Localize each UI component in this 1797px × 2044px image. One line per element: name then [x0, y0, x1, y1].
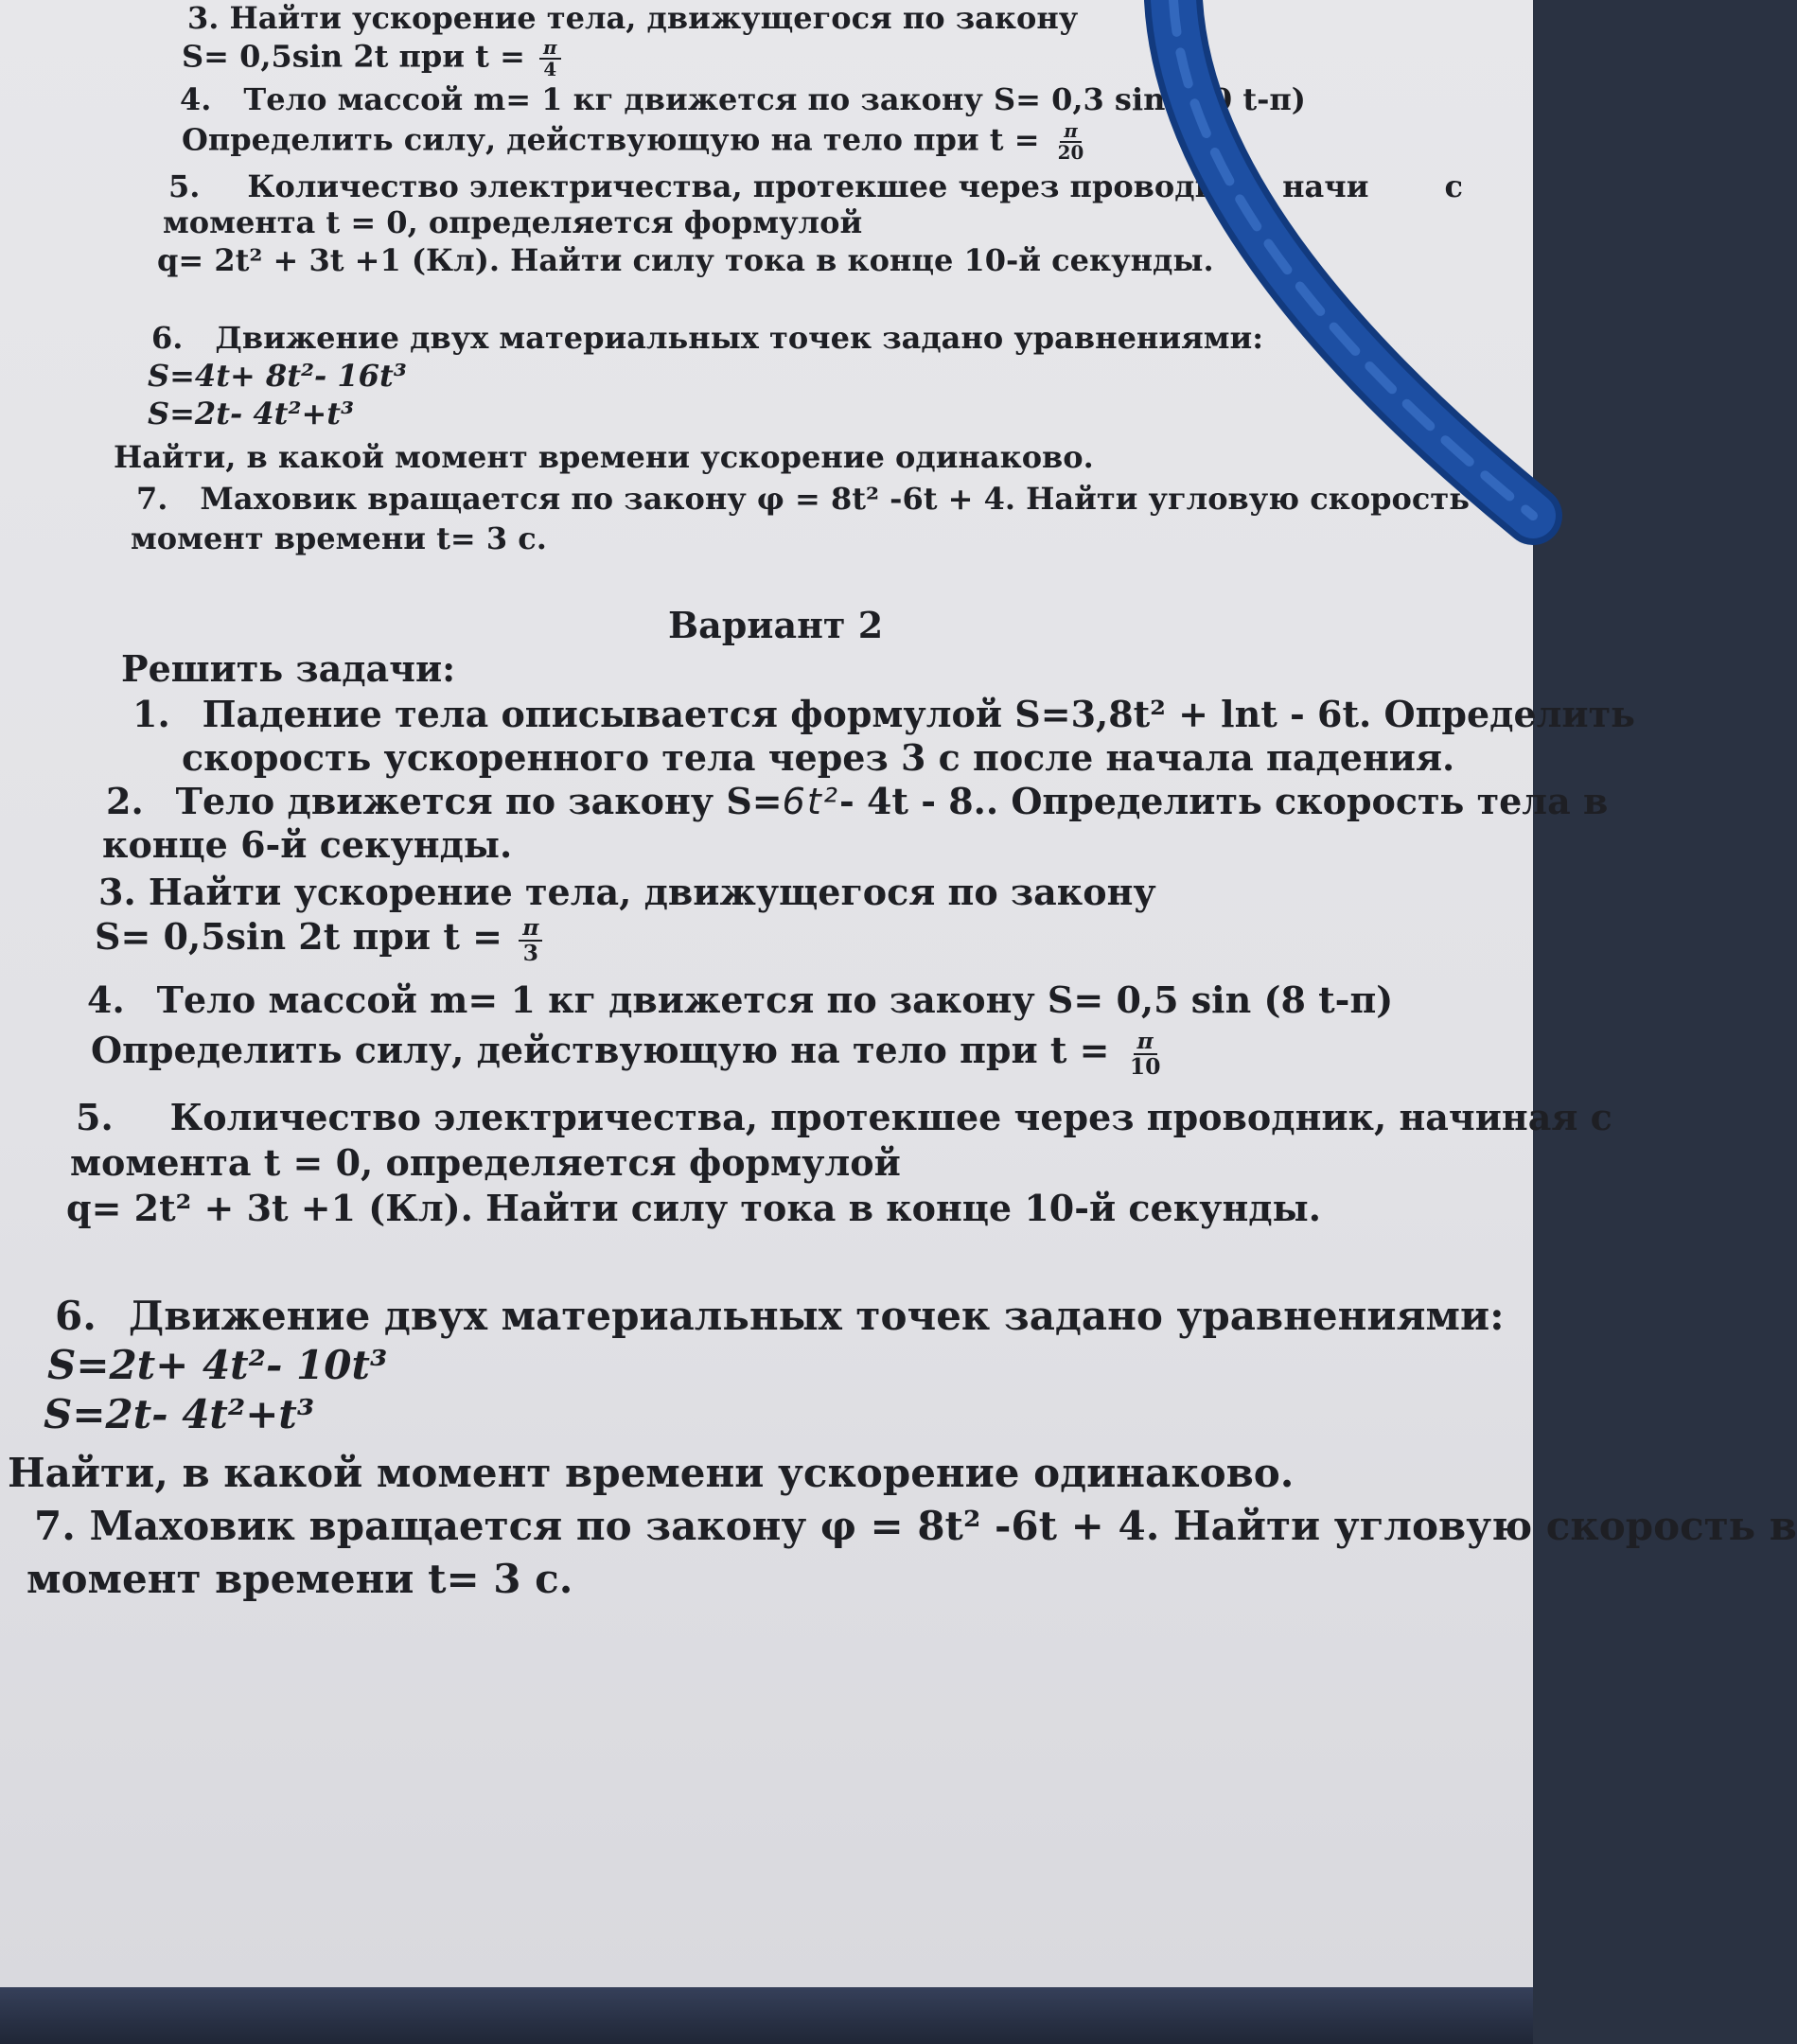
v2-task3-line1: 3. Найти ускорение тела, движущегося по закону [98, 871, 1156, 913]
v2-task6-eq2: S=2t- 4t²+t³ [44, 1391, 315, 1437]
v2-task4-line2: Определить силу, действующую на тело при t = $\frac{\pi}{10}$ [91, 1030, 1165, 1078]
v2-task3-fraction: $\frac{\pi}{3}$ [519, 916, 542, 964]
v1-task7-line2: момент времени t= 3 с. [131, 520, 547, 556]
v1-task3-line1: 3. Найти ускорение тела, движущегося по закону [187, 0, 1079, 36]
v2-task6-question: Найти, в какой момент времени ускорение одинаково. [8, 1450, 1295, 1496]
v1-task3-line2 [182, 38, 561, 79]
v2-task4-line1: 4. Тело массой m= 1 кг движется по закону S= 0,5 sin (8 t-π) [87, 978, 1394, 1021]
v1-task4-line2: Определить силу, действующую на тело при t = $\frac{\pi}{20}$ [182, 121, 1087, 163]
v2-task2-handwritten: 6t² [782, 781, 839, 822]
v2-task1-line1: 1. Падение тела описывается формулой S=3,8t² + lnt - 6t. Определить [132, 693, 1635, 735]
v1-task7-line1: 7. Маховик вращается по закону φ = 8t² -6t + 4. Найти угловую скорость в [136, 481, 1502, 517]
v2-task5-line1: 5. Количество электричества, протекшее через проводник, начиная с [76, 1096, 1612, 1138]
v2-task2-line2: конце 6-й секунды. [102, 823, 513, 866]
v2-task6-eq1: S=2t+ 4t²- 10t³ [47, 1342, 388, 1388]
v2-intro: Решить задачи: [121, 647, 456, 690]
variant-heading: Вариант 2 [668, 604, 884, 646]
v2-task7-line1: 7. Маховик вращается по закону φ = 8t² -6t + 4. Найти угловую скорость в [34, 1503, 1797, 1549]
v1-task5-line1: 5. Количество электричества, протекшее через проводник, начи с [168, 168, 1463, 204]
v2-task7-line2: момент времени t= 3 с. [26, 1556, 573, 1602]
v2-task6-line1: 6. Движение двух материальных точек задано уравнениями: [55, 1293, 1505, 1339]
v2-task1-line2: скорость ускоренного тела через 3 с после начала падения. [182, 736, 1455, 779]
v1-task6-question: Найти, в какой момент времени ускорение одинаково. [114, 439, 1094, 475]
v2-task2-line1: 2. Тело движется по закону S=6t²- 4t - 8.. Определить скорость тела в [106, 780, 1609, 822]
v2-task4-fraction: $\frac{\pi}{10}$ [1129, 1028, 1161, 1080]
desk-surface [0, 1987, 1533, 2044]
v1-task3-formula: S= 0,5sin 2t при t = [182, 38, 525, 75]
v1-task5-line2: момента t = 0, определяется формулой [163, 204, 863, 240]
v1-task6-eq2: S=2t- 4t²+t³ [148, 396, 355, 432]
v1-task3-fraction: $\frac{\pi}{4}$ [539, 38, 561, 79]
v1-task4-line1: 4. Тело массой m= 1 кг движется по закону S= 0,3 sin (10 t-π) [180, 81, 1306, 117]
v1-task4-fraction: $\frac{\pi}{20}$ [1057, 119, 1084, 164]
v2-task5-line2: момента t = 0, определяется формулой [70, 1141, 901, 1184]
v2-task5-line3: q= 2t² + 3t +1 (Кл). Найти силу тока в конце 10-й секунды. [66, 1187, 1321, 1229]
v1-task6-eq1: S=4t+ 8t²- 16t³ [148, 358, 407, 394]
v2-task3-line2: S= 0,5sin 2t при t = $\frac{\pi}{3}$ [95, 916, 542, 964]
v1-task5-line3: q= 2t² + 3t +1 (Кл). Найти силу тока в конце 10-й секунды. [157, 242, 1214, 278]
v1-task6-line1: 6. Движение двух материальных точек задано уравнениями: [151, 320, 1264, 356]
